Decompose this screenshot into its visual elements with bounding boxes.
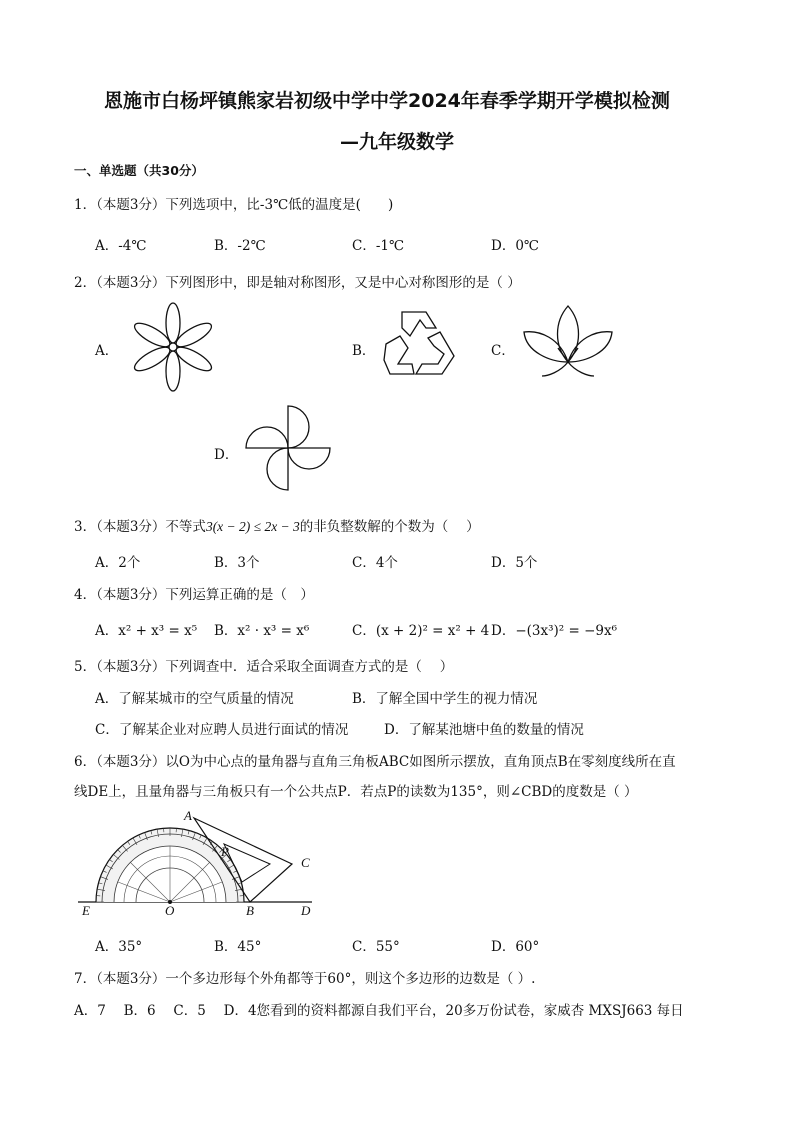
question-5-option-d: D．了解某池塘中鱼的数量的情况 <box>384 722 584 738</box>
question-1-stem: 1．（本题3分）下列选项中，比-3℃低的温度是( ) <box>74 197 394 213</box>
figure-label-o: O <box>165 903 175 918</box>
question-6-option-a: A．35° <box>95 939 143 955</box>
page-title: 恩施市白杨坪镇熊家岩初级中学中学2024年春季学期开学模拟检测 <box>104 90 670 112</box>
question-5-stem: 5．（本题3分）下列调查中．适合采取全面调查方式的是（ ） <box>74 659 454 675</box>
figure-label-d: D <box>301 903 311 918</box>
figure-label-b: B <box>246 903 254 918</box>
question-1-option-c: C．-1℃ <box>352 238 405 254</box>
question-3-stem <box>74 515 480 535</box>
question-4-stem: 4．（本题3分）下列运算正确的是（ ） <box>74 587 314 603</box>
question-5-option-a: A．了解某城市的空气质量的情况 <box>95 691 294 707</box>
section-header: 一、单选题（共30分） <box>74 163 204 178</box>
question-6-option-c: C．55° <box>352 939 400 955</box>
question-7-stem: 7．（本题3分）一个多边形每个外角都等于60°，则这个多边形的边数是（ ）. <box>74 971 536 987</box>
question-1-option-b: B．-2℃ <box>214 238 266 254</box>
question-2-option-d: D． <box>214 447 239 463</box>
question-2-option-c: C． <box>491 343 515 359</box>
question-2-option-a: A． <box>95 343 119 359</box>
question-5-option-b: B．了解全国中学生的视力情况 <box>352 691 538 707</box>
question-6-option-b: B．45° <box>214 939 262 955</box>
protractor-figure <box>74 808 324 922</box>
page-subtitle: —九年级数学 <box>340 131 455 153</box>
question-4-option-a: A．x² + x³ = x⁵ <box>95 623 198 639</box>
figure-label-p: P <box>221 844 229 859</box>
question-3-option-d: D．5个 <box>491 555 538 571</box>
question-1-option-d: D．0℃ <box>491 238 540 254</box>
lotus-figure <box>520 302 616 380</box>
question-1-option-a: A．-4℃ <box>95 238 147 254</box>
pinwheel-figure <box>242 404 334 492</box>
figure-label-a: A <box>184 808 192 823</box>
question-4-option-c: C．(x + 2)² = x² + 4 <box>352 623 490 639</box>
flower-figure <box>132 300 214 394</box>
question-3-option-a: A．2个 <box>95 555 141 571</box>
question-3-stem-prefix: 3．（本题3分）不等式 <box>74 519 206 535</box>
question-3-option-c: C．4个 <box>352 555 398 571</box>
question-4-option-b: B．x² · x³ = x⁶ <box>214 623 310 639</box>
question-2-option-b: B． <box>352 343 376 359</box>
figure-label-e: E <box>82 903 90 918</box>
question-6-stem-line2: 线DE上，且量角器与三角板只有一个公共点P．若点P的读数为135°，则∠CBD的度数是（ ） <box>74 784 638 800</box>
question-3-option-b: B．3个 <box>214 555 260 571</box>
recycle-figure <box>382 310 458 376</box>
figure-label-c: C <box>301 855 310 870</box>
question-3-stem-suffix: 的非负整数解的个数为（ ） <box>299 519 480 535</box>
question-6-stem-line1: 6．（本题3分）以O为中心点的量角器与直角三角板ABC如图所示摆放，直角顶点B在零刻度线所在直 <box>74 754 676 770</box>
question-5-option-c: C．了解某企业对应聘人员进行面试的情况 <box>95 722 349 738</box>
question-2-stem: 2．（本题3分）下列图形中，即是轴对称图形，又是中心对称图形的是（ ） <box>74 275 521 291</box>
question-4-option-d: D．−(3x³)² = −9x⁶ <box>491 623 618 639</box>
question-7-options: A．7 B．6 C．5 D．4您看到的资料都源自我们平台，20多万份试卷，家威杏 MXSJ663 每日 <box>74 1003 684 1019</box>
question-6-option-d: D．60° <box>491 939 540 955</box>
question-3-inequality: 3(x − 2) ≤ 2x − 3 <box>205 519 300 534</box>
